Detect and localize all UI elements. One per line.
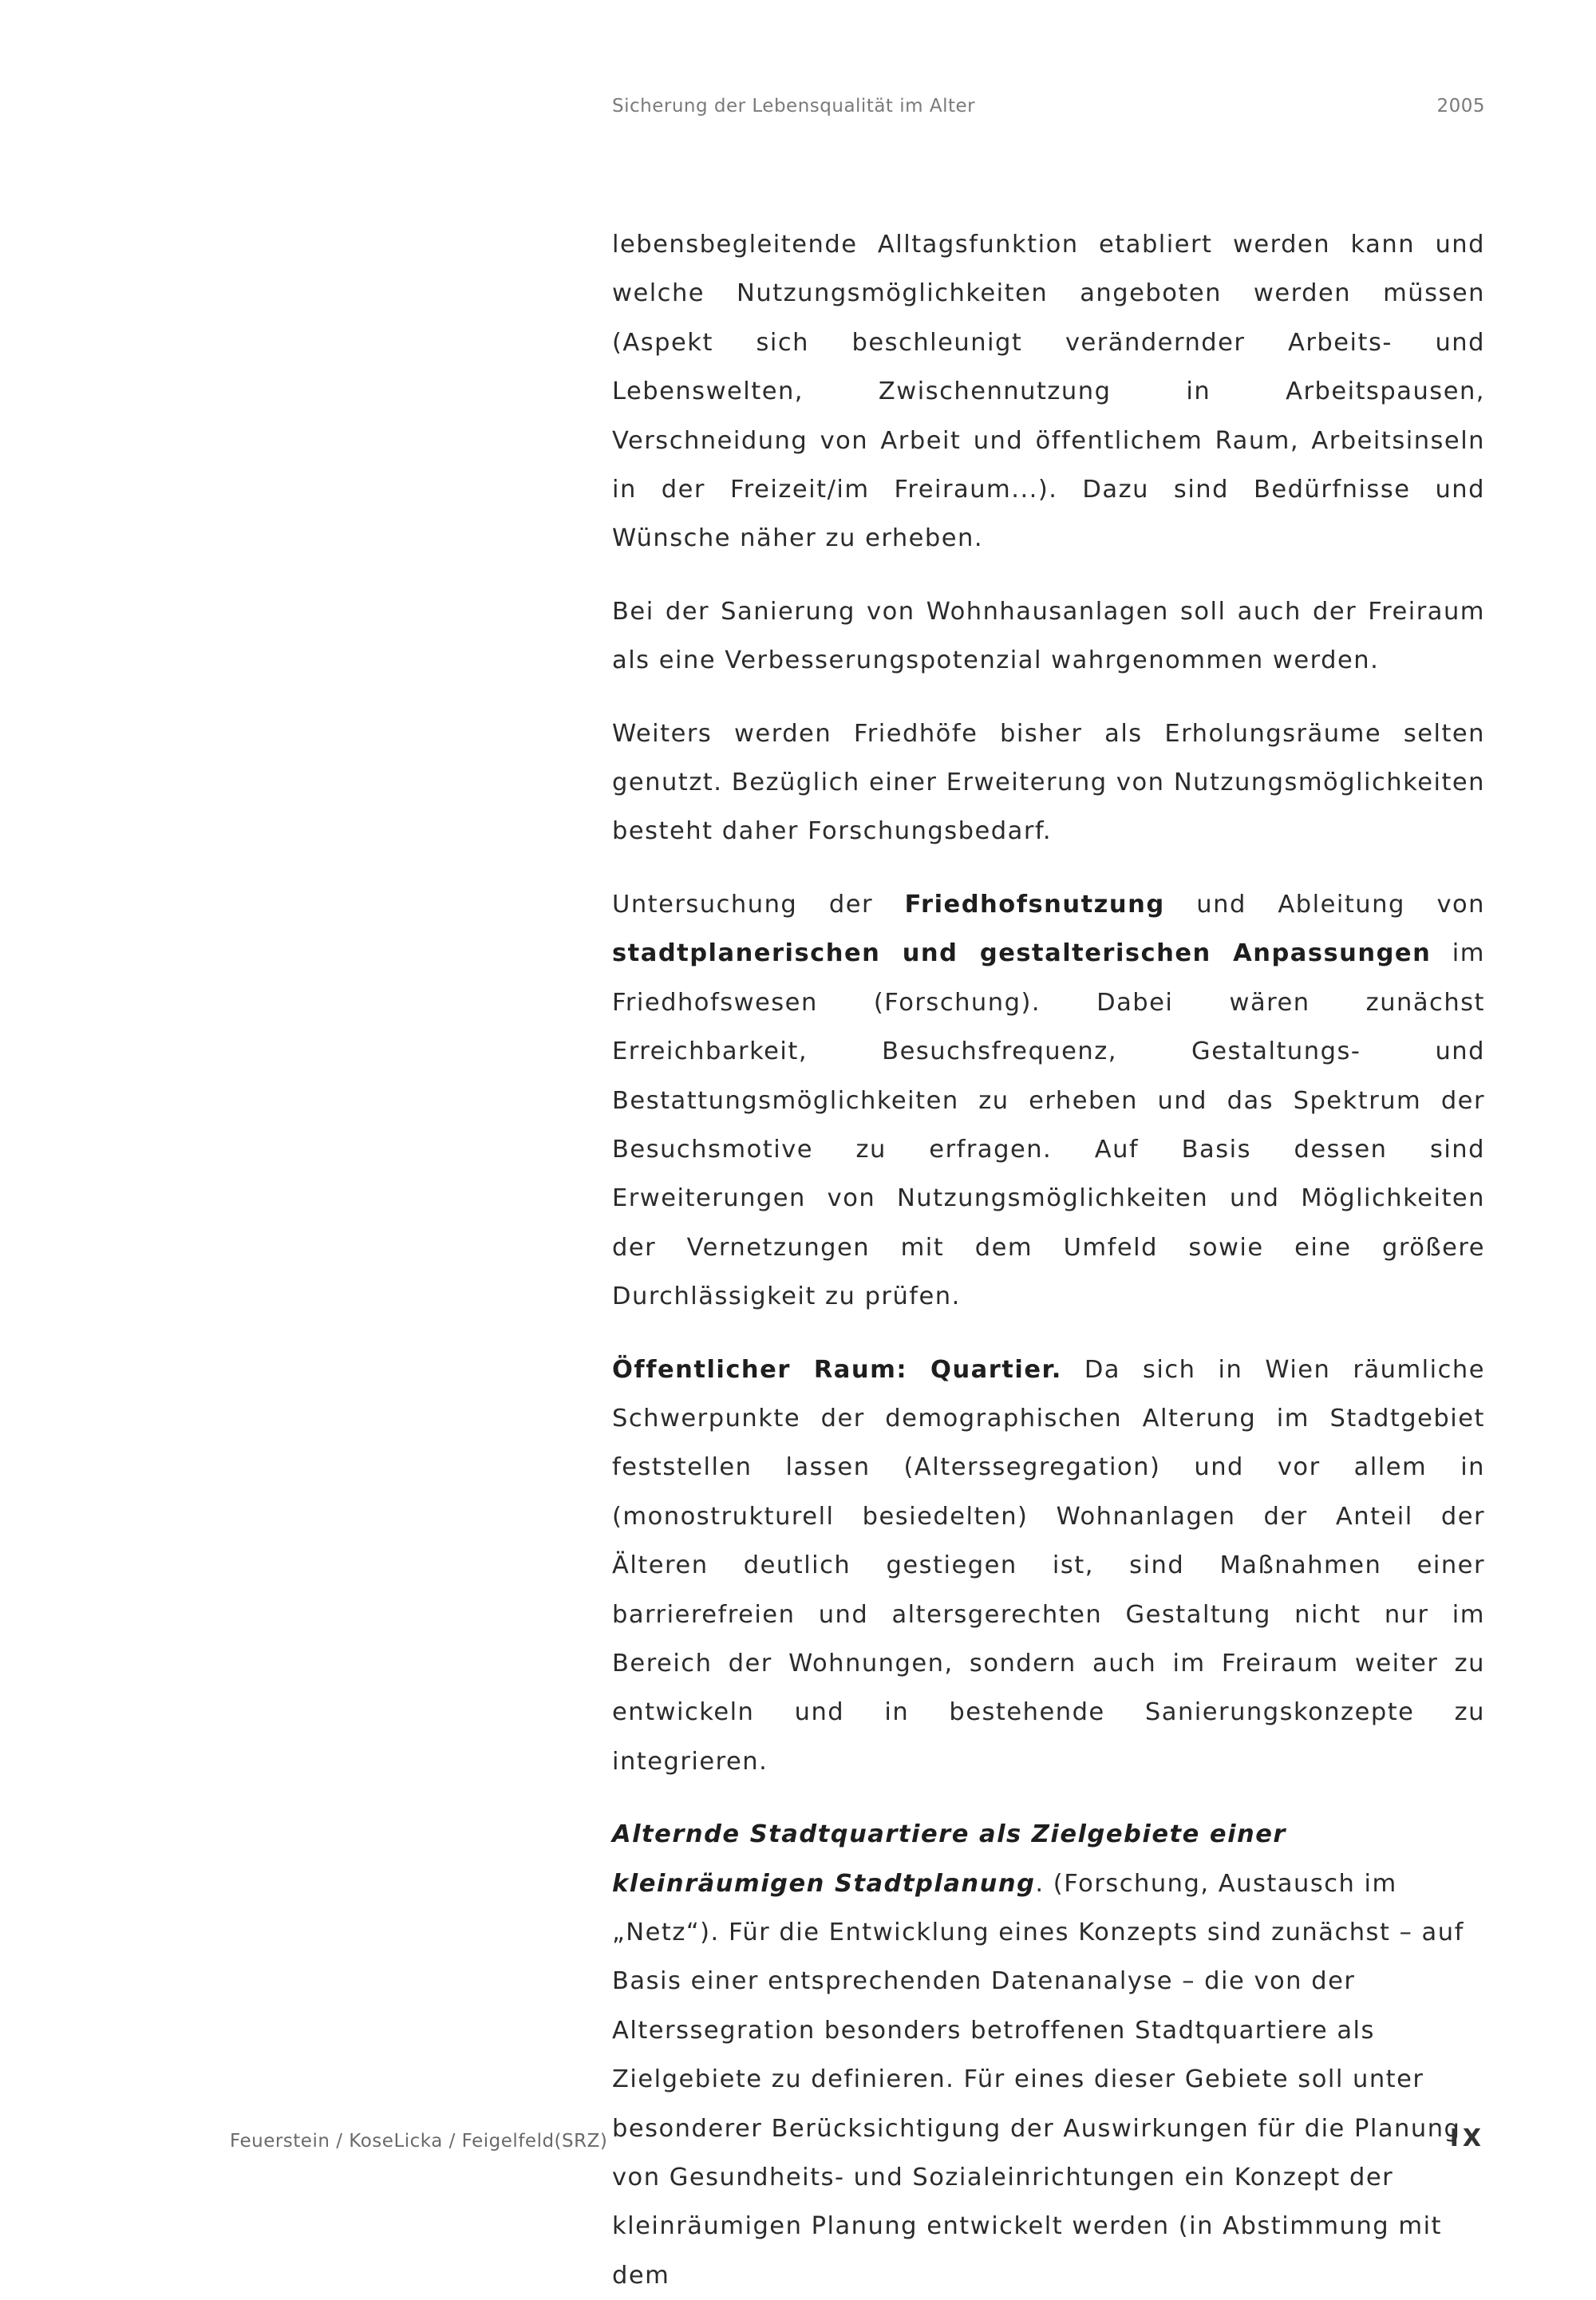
paragraph-text: und Ableitung von xyxy=(1164,890,1485,919)
body-text xyxy=(612,220,1485,2300)
paragraph: lebensbegleitende Alltagsfunktion etabliert werden kann und welche Nutzungsmöglichkeiten angeboten werden müssen (Aspekt sich beschleunigt verändernder Arbeits- und Lebenswelten, Zwischennutzung in Arbeitspausen, Verschneidung von Arbeit und öffentlichem Raum, Arbeitsinseln in der Freizeit/im Freiraum...). Dazu sind Bedürfnisse und Wünsche näher zu erheben. xyxy=(612,231,1485,553)
section-lead-in: Alternde Stadtquartiere als Zielgebiete einer kleinräumigen Stadtplanung xyxy=(612,1820,1286,1898)
page-number: IX xyxy=(1449,2124,1485,2152)
paragraph: Weiters werden Friedhöfe bisher als Erholungsräume selten genutzt. Bezüglich einer Erweiterung von Nutzungsmöglichkeiten besteht daher Forschungsbedarf. xyxy=(612,719,1485,846)
section-lead-in: Öffentlicher Raum: Quartier. xyxy=(612,1355,1062,1384)
bold-term: stadtplanerischen und gestalterischen Anpassungen xyxy=(612,939,1432,968)
paragraph-text: Da sich in Wien räumliche Schwerpunkte der demographischen Alterung im Stadtgebiet feststellen lassen (Alterssegregation) und vor allem in (monostrukturell besiedelten) Wohnanlagen der Anteil der Älteren deutlich gestiegen ist, sind Maßnahmen einer barrierefreien und altersgerechten Gestaltung nicht nur im Bereich der Wohnungen, sondern auch im Freiraum weiter zu entwickeln und in bestehende Sanierungskonzepte zu integrieren. xyxy=(612,1355,1485,1776)
bold-term: Friedhofsnutzung xyxy=(904,890,1165,919)
running-header-year: 2005 xyxy=(1436,96,1485,117)
footer-authors: Feuerstein / KoseLicka / Feigelfeld(SRZ) xyxy=(230,2131,608,2152)
paragraph xyxy=(612,1810,1485,2300)
paragraph: Bei der Sanierung von Wohnhausanlagen soll auch der Freiraum als eine Verbesserungspotenzial wahrgenommen werden. xyxy=(612,597,1485,675)
paragraph-text: Untersuchung der xyxy=(612,890,905,919)
paragraph-text: im Friedhofswesen (Forschung). Dabei wären zunächst Erreichbarkeit, Besuchsfrequenz, Gestaltungs- und Bestattungsmöglichkeiten zu erheben und das Spektrum der Besuchsmotive zu erfragen. Auf Basis dessen sind Erweiterungen von Nutzungsmöglichkeiten und Möglichkeiten der Vernetzungen mit dem Umfeld sowie eine größere Durchlässigkeit zu prüfen. xyxy=(612,939,1485,1311)
paragraph-text: . (Forschung, Austausch im „Netz“). Für die Entwicklung eines Konzepts sind zunächst – auf Basis einer entsprechenden Datenanalyse – die von der Alterssegration besonders betroffenen Stadtquartiere als Zielgebiete zu definieren. Für eines dieser Gebiete soll unter besonderer Berücksichtigung der Auswirkungen für die Planung von Gesundheits- und Sozialeinrichtungen ein Konzept der kleinräumigen Planung entwickelt werden (in Abstimmung mit dem xyxy=(612,1869,1464,2290)
paragraph xyxy=(612,1346,1485,1787)
paragraph xyxy=(612,880,1485,1322)
running-header-title: Sicherung der Lebensqualität im Alter xyxy=(612,96,976,117)
